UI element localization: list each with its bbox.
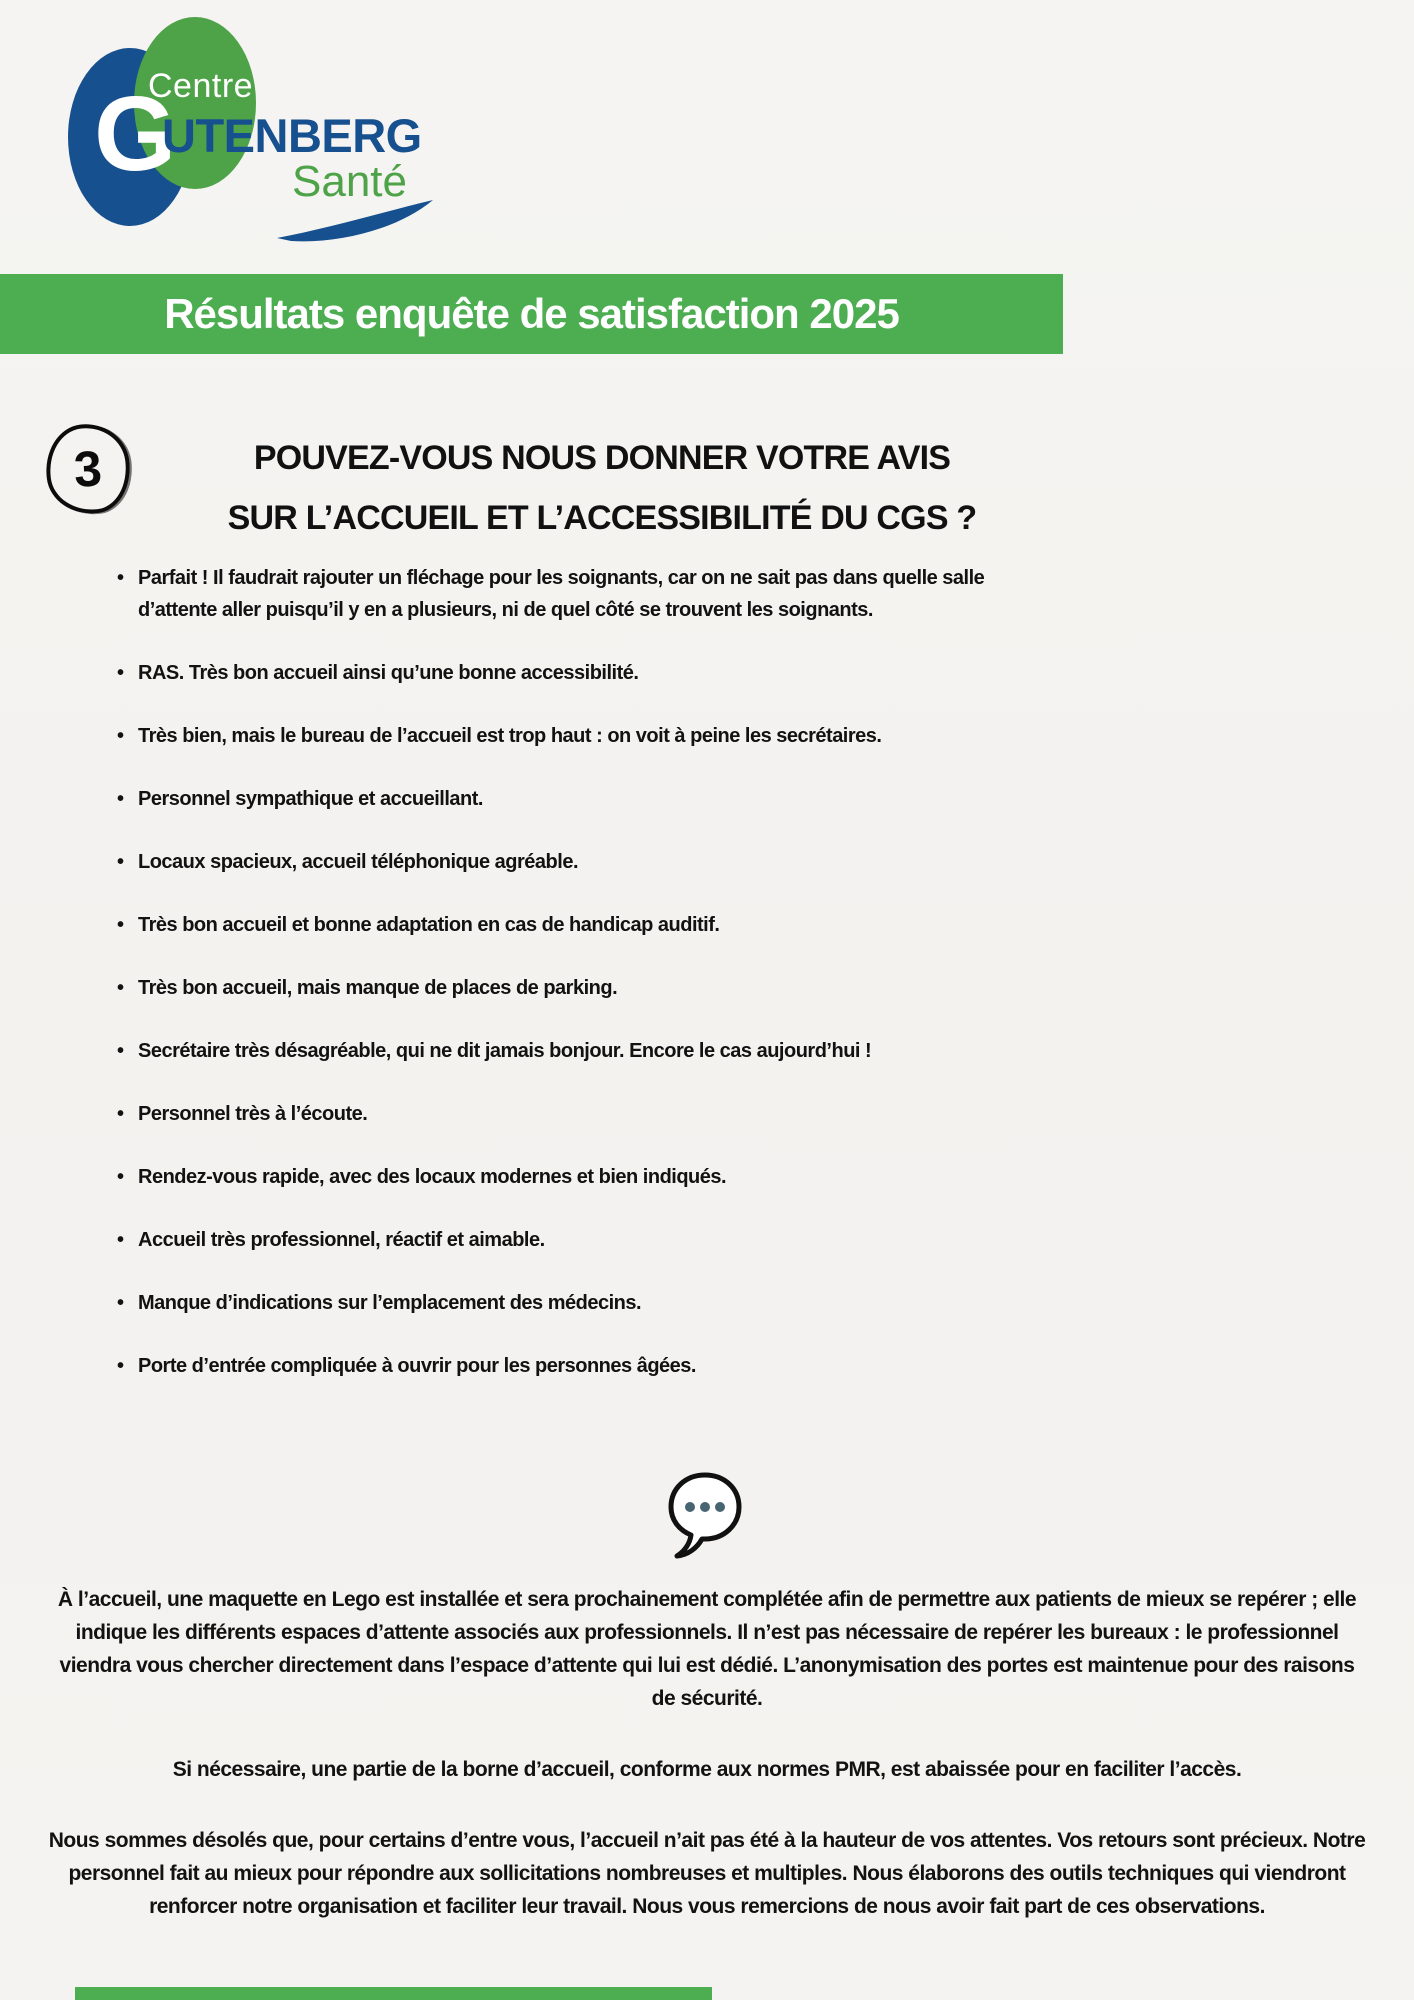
logo-text-gutenberg: UTENBERG bbox=[162, 109, 422, 162]
feedback-item: • Personnel sympathique et accueillant. bbox=[115, 783, 1065, 815]
feedback-item: • Porte d’entrée compliquée à ouvrir pour les personnes âgées. bbox=[115, 1350, 1065, 1382]
feedback-item: • Locaux spacieux, accueil téléphonique agréable. bbox=[115, 846, 1065, 878]
logo-text-sante: Santé bbox=[292, 157, 407, 206]
logo-text-centre: Centre bbox=[148, 67, 254, 105]
feedback-item: • RAS. Très bon accueil ainsi qu’une bonne accessibilité. bbox=[115, 657, 1065, 689]
title-banner bbox=[0, 274, 1063, 354]
responses-section bbox=[47, 1583, 1367, 1961]
response-paragraph: À l’accueil, une maquette en Lego est installée et sera prochainement complétée afin de permettre aux patients de mieux se repérer ; elle indique les différents espaces d’attente associés aux professionnels. Il n’est pas nécessaire de repérer les bureaux : le professionnel viendra vous chercher directement dans l’espace d’attente qui lui est dédié. L’anonymisation des portes est maintenue pour des raisons de sécurité. bbox=[57, 1588, 1357, 1710]
speech-bubble-icon bbox=[666, 1468, 746, 1562]
feedback-list bbox=[115, 562, 1065, 1413]
question-number: 3 bbox=[72, 440, 104, 498]
feedback-item: • Personnel très à l’écoute. bbox=[115, 1098, 1065, 1130]
feedback-item: • Accueil très professionnel, réactif et aimable. bbox=[115, 1224, 1065, 1256]
feedback-item: • Rendez-vous rapide, avec des locaux modernes et bien indiqués. bbox=[115, 1161, 1065, 1193]
feedback-item: • Secrétaire très désagréable, qui ne dit jamais bonjour. Encore le cas aujourd’hui ! bbox=[115, 1035, 1065, 1067]
centre-gutenberg-sante-logo bbox=[60, 10, 490, 245]
feedback-item: • Très bien, mais le bureau de l’accueil est trop haut : on voit à peine les secrétaires. bbox=[115, 720, 1065, 752]
question-heading-line2: SUR L’ACCUEIL ET L’ACCESSIBILITÉ DU CGS ? bbox=[227, 499, 977, 537]
feedback-item: • Manque d’indications sur l’emplacement des médecins. bbox=[115, 1287, 1065, 1319]
response-paragraph: Si nécessaire, une partie de la borne d’accueil, conforme aux normes PMR, est abaissée pour en faciliter l’accès. bbox=[172, 1758, 1242, 1781]
feedback-item: • Parfait ! Il faudrait rajouter un fléchage pour les soignants, car on ne sait pas dans quelle salle d’attente aller puisqu’il y en a plusieurs, ni de quel côté se trouvent les soignants. bbox=[115, 562, 1065, 626]
footer-green-bar bbox=[75, 1987, 712, 2000]
logo-initial-g: G bbox=[94, 75, 177, 193]
question-number-badge bbox=[41, 419, 135, 519]
page-title: Résultats enquête de satisfaction 2025 bbox=[164, 290, 899, 337]
response-paragraph: Nous sommes désolés que, pour certains d’entre vous, l’accueil n’ait pas été à la hauteur de vos attentes. Vos retours sont précieux. Notre personnel fait au mieux pour répondre aux sollicitations nombreuses et multiples. Nous élaborons des outils techniques qui viendront renforcer notre organisation et faciliter leur travail. Nous vous remercions de nous avoir fait part de ces observations. bbox=[48, 1829, 1366, 1918]
feedback-item: • Très bon accueil et bonne adaptation en cas de handicap auditif. bbox=[115, 909, 1065, 941]
question-heading bbox=[140, 428, 1064, 548]
logo-swoosh-icon bbox=[275, 198, 435, 246]
question-heading-line1: POUVEZ-VOUS NOUS DONNER VOTRE AVIS bbox=[253, 439, 951, 477]
feedback-item: • Très bon accueil, mais manque de places de parking. bbox=[115, 972, 1065, 1004]
